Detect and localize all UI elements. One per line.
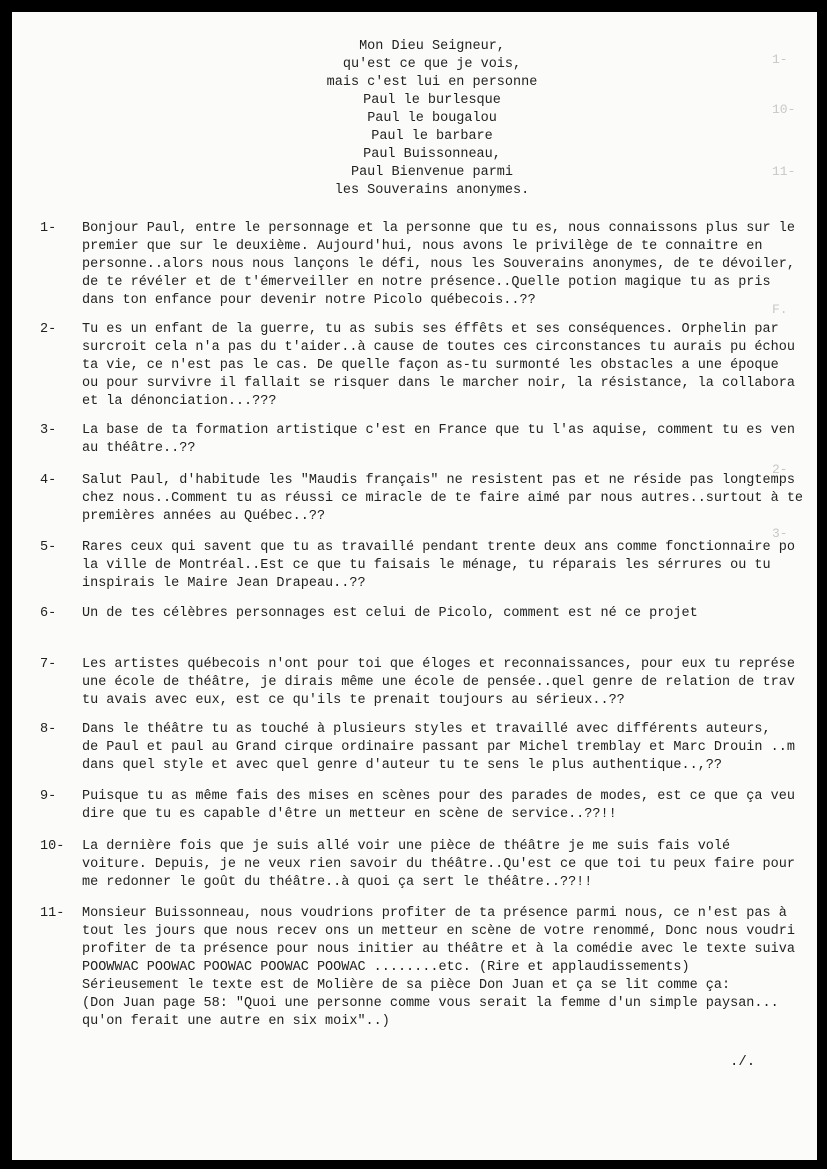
question-line: tu avais avec eux, est ce qu'ils te prenait toujours au sérieux..??: [82, 693, 625, 708]
question-number: 8-: [40, 722, 57, 737]
poem-line: Paul le burlesque: [363, 93, 501, 108]
question-line: qu'on ferait une autre en six moix"..): [82, 1014, 390, 1029]
question-line: personne..alors nous nous lançons le défi, nous les Souverains anonymes, de te dévoiler,: [82, 257, 795, 272]
question-line: Puisque tu as même fais des mises en scènes pour des parades de modes, est ce que ça veu: [82, 789, 795, 804]
question-line: chez nous..Comment tu as réussi ce miracle de te faire aimé par nous autres..surtout à te: [82, 491, 804, 506]
poem-line: Paul le barbare: [371, 129, 493, 144]
bleed-through-mark: 11-: [772, 164, 796, 179]
question-line: premier que sur le deuxième. Aujourd'hui, nous avons le privilège de te connaitre en: [82, 239, 763, 254]
question-line: et la dénonciation...???: [82, 394, 277, 409]
question-number: 6-: [40, 606, 57, 621]
question-line: au théâtre..??: [82, 441, 196, 456]
bleed-through-mark: F.: [772, 302, 788, 317]
question-line: surcroit cela n'a pas du t'aider..à cause de toutes ces circonstances tu aurais pu échou: [82, 340, 795, 355]
question-number: 2-: [40, 322, 57, 337]
question-line: de te révéler et de t'émerveiller en notre présence..Quelle potion magique tu as pris: [82, 275, 771, 290]
question-number: 10-: [40, 839, 65, 854]
question-line: Sérieusement le texte est de Molière de sa pièce Don Juan et ça se lit comme ça:: [82, 978, 731, 993]
bleed-through-mark: 3-: [772, 526, 788, 541]
question-number: 11-: [40, 906, 65, 921]
question-number: 3-: [40, 423, 57, 438]
question-line: La base de ta formation artistique c'est en France que tu l'as aquise, comment tu es ven: [82, 423, 795, 438]
question-number: 5-: [40, 540, 57, 555]
question-line: de Paul et paul au Grand cirque ordinaire passant par Michel tremblay et Marc Drouin ..m: [82, 740, 795, 755]
poem-line: mais c'est lui en personne: [326, 75, 538, 90]
poem-line: Paul Bienvenue parmi: [350, 165, 514, 180]
poem-line: qu'est ce que je vois,: [342, 57, 522, 72]
question-line: POOWWAC POOWAC POOWAC POOWAC POOWAC ........etc. (Rire et applaudissements): [82, 960, 690, 975]
question-line: Tu es un enfant de la guerre, tu as subis ses éffêts et ses conséquences. Orphelin par: [82, 322, 779, 337]
bleed-through-mark: 2-: [772, 462, 788, 477]
opening-poem: [312, 38, 552, 200]
question-line: La dernière fois que je suis allé voir une pièce de théâtre je me suis fais volé: [82, 839, 731, 854]
question-line: la ville de Montréal..Est ce que tu faisais le ménage, tu réparais les sérrures ou tu: [82, 558, 771, 573]
question-line: me redonner le goût du théâtre..à quoi ça sert le théâtre..??!!: [82, 875, 593, 890]
question-line: (Don Juan page 58: "Quoi une personne comme vous serait la femme d'un simple paysan...: [82, 996, 779, 1011]
poem-line: Paul le bougalou: [367, 111, 497, 126]
question-line: Rares ceux qui savent que tu as travaillé pendant trente deux ans comme fonctionnaire po: [82, 540, 795, 555]
question-line: Bonjour Paul, entre le personnage et la personne que tu es, nous connaissons plus sur le: [82, 221, 795, 236]
bleed-through-mark: 10-: [772, 102, 796, 117]
question-number: 4-: [40, 473, 57, 488]
question-line: inspirais le Maire Jean Drapeau..??: [82, 576, 366, 591]
question-number: 9-: [40, 789, 57, 804]
question-line: dire que tu es capable d'être un metteur en scène de service..??!!: [82, 807, 617, 822]
question-line: premières années au Québec..??: [82, 509, 326, 524]
question-line: une école de théâtre, je dirais même une école de pensée..quel genre de relation de trav: [82, 675, 795, 690]
question-line: Dans le théâtre tu as touché à plusieurs styles et travaillé avec différents auteurs,: [82, 722, 771, 737]
question-number: 7-: [40, 657, 57, 672]
question-line: Salut Paul, d'habitude les "Maudis français" ne resistent pas et ne réside pas longtemps: [82, 473, 795, 488]
question-line: voiture. Depuis, je ne veux rien savoir du théâtre..Qu'est ce que toi tu peux faire pour: [82, 857, 795, 872]
question-line: Un de tes célèbres personnages est celui de Picolo, comment est né ce projet: [82, 606, 698, 621]
question-line: Monsieur Buissonneau, nous voudrions profiter de ta présence parmi nous, ce n'est pas à: [82, 906, 787, 921]
bleed-through-mark: 1-: [772, 52, 788, 67]
question-line: dans quel style et avec quel genre d'auteur tu te sens le plus authentique..,??: [82, 758, 723, 773]
poem-line: Mon Dieu Seigneur,: [359, 39, 505, 54]
end-mark: ./.: [730, 1054, 756, 1070]
question-line: dans ton enfance pour devenir notre Picolo québecois..??: [82, 293, 536, 308]
question-line: Les artistes québecois n'ont pour toi que éloges et reconnaissances, pour eux tu représe: [82, 657, 795, 672]
question-line: ta vie, ce n'est pas le cas. De quelle façon as-tu surmonté les obstacles a une époque: [82, 358, 779, 373]
question-number: 1-: [40, 221, 57, 236]
poem-line: Paul Buissonneau,: [363, 147, 501, 162]
question-line: ou pour survivre il fallait se risquer dans le marcher noir, la résistance, la collabora: [82, 376, 795, 391]
question-line: profiter de ta présence pour nous initier au théâtre et à la comédie avec le texte suiva: [82, 942, 795, 957]
document-page: [12, 12, 817, 1160]
poem-line: les Souverains anonymes.: [334, 183, 530, 198]
question-line: tout les jours que nous recev ons un metteur en scène de votre renommé, Donc nous voudri: [82, 924, 795, 939]
